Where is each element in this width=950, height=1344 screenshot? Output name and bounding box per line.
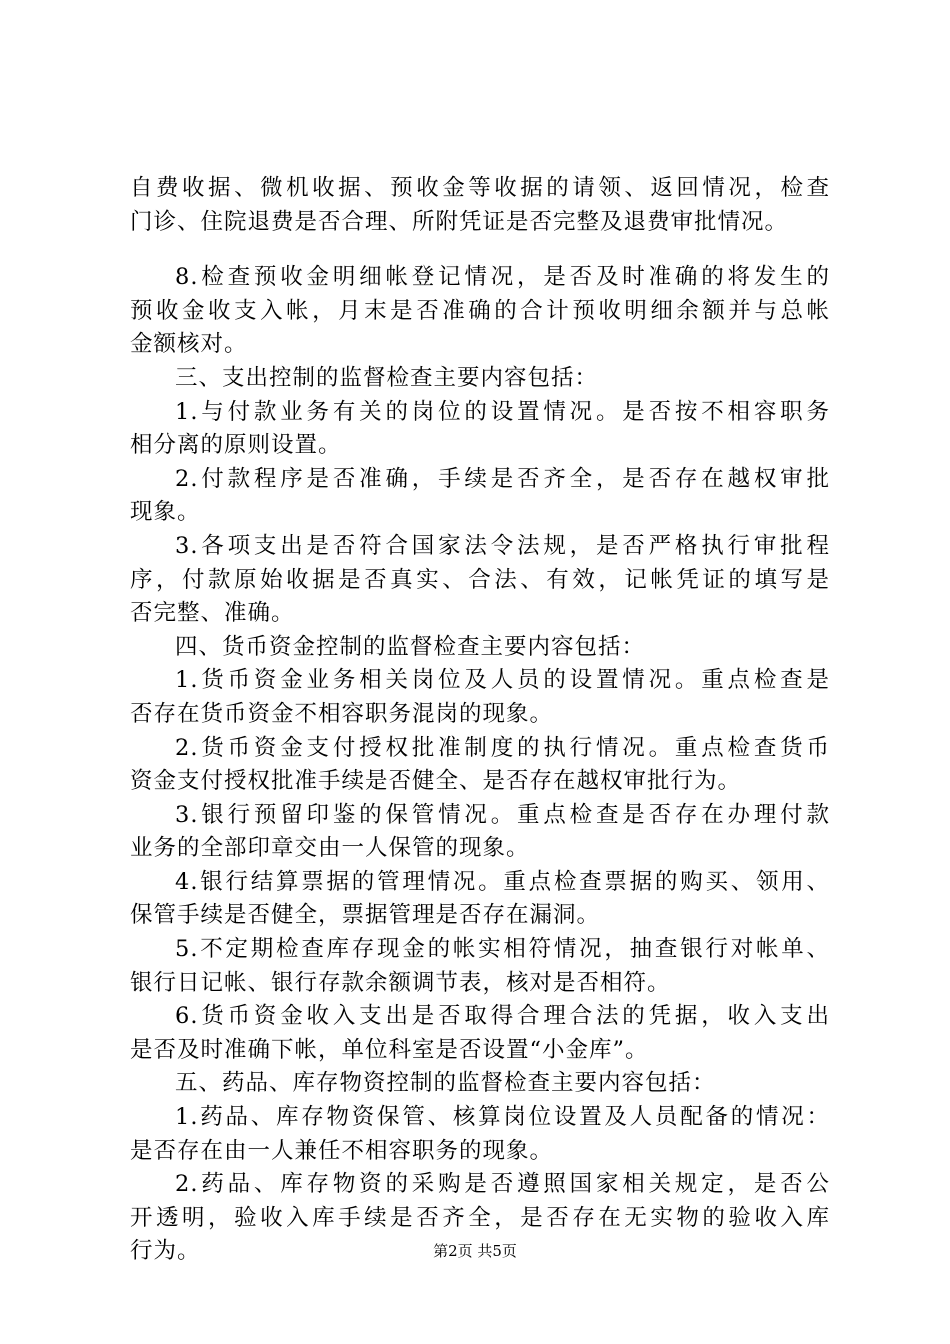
page-number: 第2页 共5页 xyxy=(433,1242,517,1260)
text-line: 3.各项支出是否符合国家法令法规，是否严格执行审批程 xyxy=(175,532,830,559)
text-line: 3.银行预留印鉴的保管情况。重点检查是否存在办理付款 xyxy=(175,801,830,828)
text-line: 2.药品、库存物资的采购是否遵照国家相关规定，是否公 xyxy=(175,1171,830,1198)
text-line: 相分离的原则设置。 xyxy=(130,432,342,459)
section-heading xyxy=(130,1067,830,1101)
section-heading xyxy=(130,631,830,665)
paragraph xyxy=(130,261,830,362)
text-line: 1.与付款业务有关的岗位的设置情况。是否按不相容职务 xyxy=(175,398,830,425)
paragraph xyxy=(130,463,830,530)
text-line: 三、支出控制的监督检查主要内容包括： xyxy=(175,364,599,391)
text-line: 现象。 xyxy=(130,499,201,526)
text-line: 序，付款原始收据是否真实、合法、有效，记帐凭证的填写是 xyxy=(130,566,830,593)
section-heading xyxy=(130,362,830,396)
text-line: 是否存在由一人兼任不相容职务的现象。 xyxy=(130,1137,554,1164)
paragraph xyxy=(130,933,830,1000)
text-line: 6.货币资金收入支出是否取得合理合法的凭据，收入支出 xyxy=(175,1003,830,1030)
page-footer xyxy=(0,1241,950,1261)
paragraph xyxy=(130,396,830,463)
paragraph xyxy=(130,530,830,631)
paragraph xyxy=(130,172,830,239)
text-line: 5.不定期检查库存现金的帐实相符情况，抽查银行对帐单、 xyxy=(175,936,830,963)
text-line: 2.付款程序是否准确，手续是否齐全，是否存在越权审批 xyxy=(175,465,830,492)
paragraph xyxy=(130,866,830,933)
text-line: 保管手续是否健全，票据管理是否存在漏洞。 xyxy=(130,902,601,929)
text-line: 1.药品、库存物资保管、核算岗位设置及人员配备的情况： xyxy=(175,1104,830,1131)
text-line: 银行日记帐、银行存款余额调节表，核对是否相符。 xyxy=(130,969,671,996)
text-line: 8.检查预收金明细帐登记情况，是否及时准确的将发生的 xyxy=(175,264,830,291)
text-line: 金额核对。 xyxy=(130,331,248,358)
text-line: 业务的全部印章交由一人保管的现象。 xyxy=(130,835,530,862)
text-line: 门诊、住院退费是否合理、所附凭证是否完整及退费审批情况。 xyxy=(130,208,789,235)
text-line: 2.货币资金支付授权批准制度的执行情况。重点检查货币 xyxy=(175,734,830,761)
paragraph xyxy=(130,799,830,866)
paragraph xyxy=(130,1101,830,1168)
text-line: 预收金收支入帐，月末是否准确的合计预收明细余额并与总帐 xyxy=(130,297,830,324)
text-line: 4.银行结算票据的管理情况。重点检查票据的购买、领用、 xyxy=(175,868,830,895)
text-line: 开透明，验收入库手续是否齐全，是否存在无实物的验收入库 xyxy=(130,1204,830,1231)
text-line: 否完整、准确。 xyxy=(130,600,295,627)
text-line: 自费收据、微机收据、预收金等收据的请领、返回情况，检查 xyxy=(130,175,830,201)
text-line: 否存在货币资金不相容职务混岗的现象。 xyxy=(130,700,554,727)
text-line: 行为。 xyxy=(130,1238,201,1265)
paragraph-gap xyxy=(130,239,830,261)
paragraph xyxy=(130,664,830,731)
text-line: 1.货币资金业务相关岗位及人员的设置情况。重点检查是 xyxy=(175,667,830,694)
text-line: 资金支付授权批准手续是否健全、是否存在越权审批行为。 xyxy=(130,768,742,795)
text-line: 四、货币资金控制的监督检查主要内容包括： xyxy=(175,633,646,660)
text-line: 是否及时准确下帐，单位科室是否设置“小金库”。 xyxy=(130,1036,649,1063)
document-body xyxy=(130,172,830,1269)
paragraph xyxy=(130,732,830,799)
paragraph xyxy=(130,1000,830,1067)
text-line: 五、药品、库存物资控制的监督检查主要内容包括： xyxy=(175,1070,716,1097)
